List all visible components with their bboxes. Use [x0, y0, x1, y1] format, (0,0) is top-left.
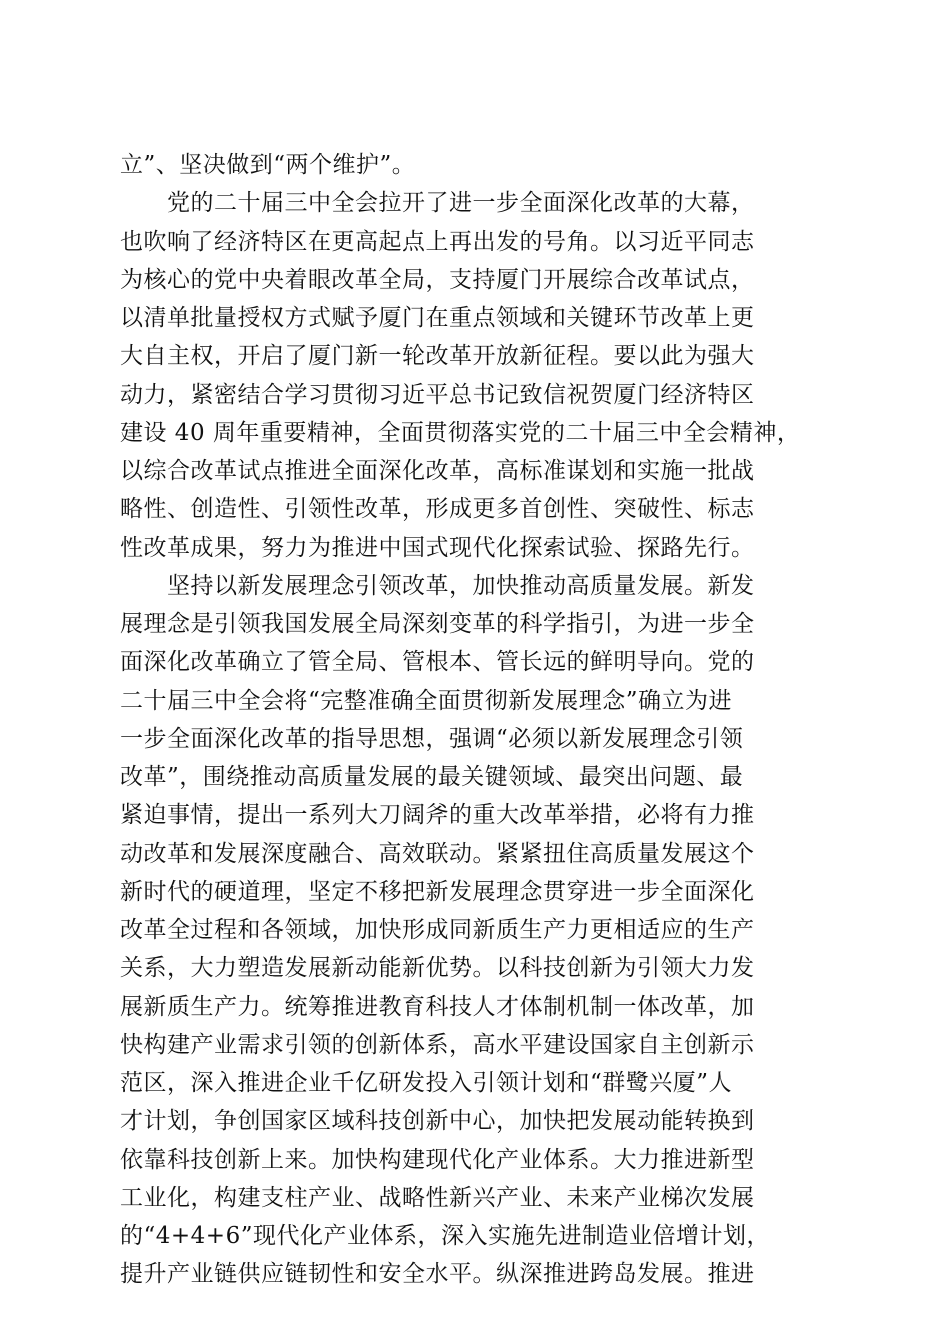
- text-line: 二十届三中全会将“完整准确全面贯彻新发展理念”确立为进: [120, 687, 733, 714]
- text-line: 改革”，围绕推动高质量发展的最关键领域、最突出问题、最: [120, 764, 744, 790]
- text-line: 党的二十届三中全会拉开了进一步全面深化改革的大幕，: [120, 190, 755, 217]
- text-line: 以清单批量授权方式赋予厦门在重点领域和关键环节改革上更: [120, 305, 755, 331]
- text-line: 关系，大力塑造发展新动能新优势。以科技创新为引领大力发: [120, 955, 755, 982]
- text-line: 坚持以新发展理念引领改革，加快推动高质量发展。新发: [120, 572, 755, 599]
- text-line: 展新质生产力。统筹推进教育科技人才体制机制一体改革，加: [120, 993, 755, 1020]
- text-line: 面深化改革确立了管全局、管根本、管长远的鲜明导向。党的: [120, 649, 755, 676]
- text-line: 动力，紧密结合学习贯彻习近平总书记致信祝贺厦门经济特区: [120, 381, 755, 408]
- text-line: 一步全面深化改革的指导思想，强调“必须以新发展理念引领: [120, 725, 744, 752]
- text-line: 工业化，构建支柱产业、战略性新兴产业、未来产业梯次发展: [120, 1184, 755, 1211]
- text-line: 以综合改革试点推进全面深化改革，高标准谋划和实施一批战: [120, 458, 755, 484]
- text-line: 才计划，争创国家区域科技创新中心，加快把发展动能转换到: [120, 1108, 755, 1135]
- document-body: [120, 146, 824, 1294]
- text-line: 展理念是引领我国发展全局深刻变革的科学指引，为进一步全: [120, 611, 755, 637]
- text-line: 紧迫事情，提出一系列大刀阔斧的重大改革举措，必将有力推: [120, 802, 755, 829]
- text-line: 快构建产业需求引领的创新体系，高水平建设国家自主创新示: [120, 1031, 755, 1058]
- text-line: 也吹响了经济特区在更高起点上再出发的号角。以习近平同志: [120, 228, 755, 255]
- text-line: 提升产业链供应链韧性和安全水平。纵深推进跨岛发展。推进: [120, 1261, 755, 1288]
- text-line: 范区，深入推进企业千亿研发投入引领计划和“群鹭兴厦”人: [120, 1070, 733, 1096]
- text-line: 建设 40 周年重要精神，全面贯彻落实党的二十届三中全会精神，: [120, 419, 801, 446]
- text-line: 动改革和发展深度融合、高效联动。紧紧扭住高质量发展这个: [120, 840, 755, 867]
- text-line: 大自主权，开启了厦门新一轮改革开放新征程。要以此为强大: [120, 343, 755, 370]
- text-line: 的“4+4+6”现代化产业体系，深入实施先进制造业倍增计划，: [120, 1223, 770, 1249]
- text-line: 依靠科技创新上来。加快构建现代化产业体系。大力推进新型: [120, 1146, 755, 1173]
- text-line: 略性、创造性、引领性改革，形成更多首创性、突破性、标志: [120, 496, 755, 523]
- text-line: 性改革成果，努力为推进中国式现代化探索试验、探路先行。: [120, 534, 755, 561]
- text-line: 为核心的党中央着眼改革全局，支持厦门开展综合改革试点，: [120, 266, 755, 293]
- text-line: 改革全过程和各领域，加快形成同新质生产力更相适应的生产: [120, 917, 755, 943]
- text-line: 新时代的硬道理，坚定不移把新发展理念贯穿进一步全面深化: [120, 878, 755, 905]
- text-line: 立”、坚决做到“两个维护”。: [120, 152, 416, 178]
